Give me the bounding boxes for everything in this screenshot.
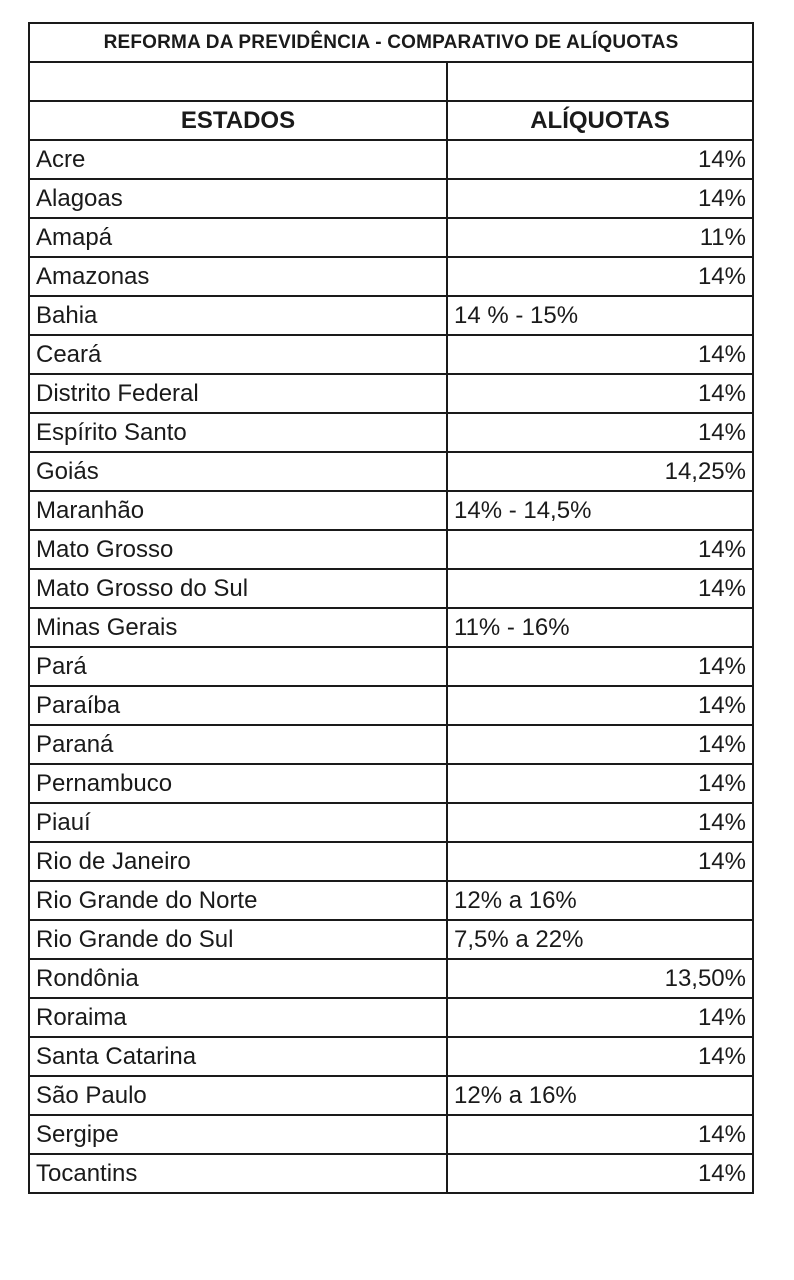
table-row [29,842,753,881]
rate-cell: 14 % - 15% [447,296,753,335]
rate-cell: 14% [447,803,753,842]
state-cell: Piauí [29,803,447,842]
state-cell: Tocantins [29,1154,447,1193]
state-cell: Distrito Federal [29,374,447,413]
table-title: REFORMA DA PREVIDÊNCIA - COMPARATIVO DE ALÍQUOTAS [29,23,753,62]
state-cell: Rondônia [29,959,447,998]
state-cell: Pernambuco [29,764,447,803]
rate-cell: 11% - 16% [447,608,753,647]
state-cell: Amapá [29,218,447,257]
table-row [29,296,753,335]
rate-cell: 11% [447,218,753,257]
table-row [29,530,753,569]
table-row [29,569,753,608]
title-row [29,23,753,62]
state-cell: Goiás [29,452,447,491]
table-row [29,1076,753,1115]
state-cell: Acre [29,140,447,179]
rate-cell: 14% [447,140,753,179]
table-row [29,803,753,842]
rate-cell: 14% [447,1154,753,1193]
table-row [29,413,753,452]
rate-cell: 14% [447,179,753,218]
rate-cell: 14% [447,998,753,1037]
rate-cell: 14% [447,764,753,803]
rate-cell: 14% [447,569,753,608]
state-cell: Ceará [29,335,447,374]
state-cell: Rio Grande do Norte [29,881,447,920]
rate-cell: 14% [447,686,753,725]
state-cell: Maranhão [29,491,447,530]
state-cell: Alagoas [29,179,447,218]
table-row [29,374,753,413]
state-cell: Rio Grande do Sul [29,920,447,959]
table-row [29,959,753,998]
state-cell: Roraima [29,998,447,1037]
state-cell: Santa Catarina [29,1037,447,1076]
state-cell: Bahia [29,296,447,335]
state-cell: Mato Grosso do Sul [29,569,447,608]
rate-cell: 12% a 16% [447,1076,753,1115]
table-row [29,218,753,257]
rate-cell: 14% [447,335,753,374]
blank-row [29,62,753,101]
table-row [29,881,753,920]
rate-cell: 14% [447,413,753,452]
table-row [29,608,753,647]
table-row [29,764,753,803]
state-cell: São Paulo [29,1076,447,1115]
rate-cell: 12% a 16% [447,881,753,920]
rate-cell: 14% [447,1037,753,1076]
rate-cell: 13,50% [447,959,753,998]
spreadsheet [28,22,752,1194]
table-row [29,140,753,179]
rate-cell: 14,25% [447,452,753,491]
state-cell: Pará [29,647,447,686]
rate-cell: 14% [447,257,753,296]
rate-cell: 14% [447,374,753,413]
rate-cell: 14% [447,842,753,881]
table-row [29,998,753,1037]
table-row [29,179,753,218]
state-cell: Espírito Santo [29,413,447,452]
table-row [29,1154,753,1193]
state-cell: Minas Gerais [29,608,447,647]
rate-cell: 14% [447,725,753,764]
table-row [29,452,753,491]
blank-cell [447,62,753,101]
table-row [29,1037,753,1076]
rate-cell: 14% [447,647,753,686]
blank-cell [29,62,447,101]
state-cell: Paraná [29,725,447,764]
state-cell: Rio de Janeiro [29,842,447,881]
state-cell: Paraíba [29,686,447,725]
state-cell: Sergipe [29,1115,447,1154]
rate-cell: 14% [447,530,753,569]
state-cell: Mato Grosso [29,530,447,569]
table-row [29,647,753,686]
table-row [29,335,753,374]
table-row [29,491,753,530]
rate-cell: 14% - 14,5% [447,491,753,530]
table-row [29,725,753,764]
rate-cell: 14% [447,1115,753,1154]
header-row [29,101,753,140]
table-row [29,920,753,959]
header-estados: ESTADOS [29,101,447,140]
rates-table [28,22,754,1194]
table-row [29,1115,753,1154]
rate-cell: 7,5% a 22% [447,920,753,959]
header-aliquotas: ALÍQUOTAS [447,101,753,140]
table-row [29,686,753,725]
table-row [29,257,753,296]
state-cell: Amazonas [29,257,447,296]
